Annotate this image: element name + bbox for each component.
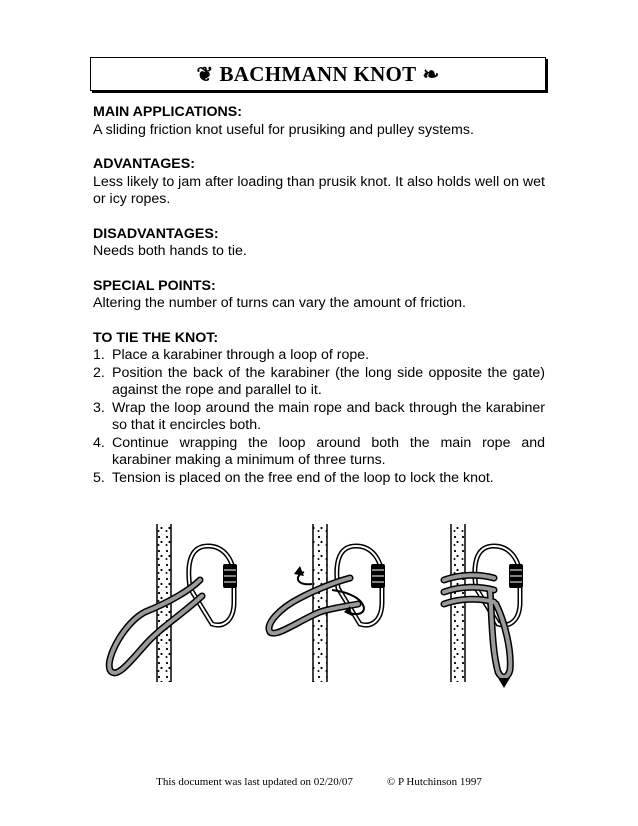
section-body: Altering the number of turns can vary the amount of friction. [93, 295, 467, 311]
title-box [90, 57, 546, 91]
section-body: Needs both hands to tie. [93, 243, 247, 259]
step-3-diagram [444, 524, 523, 688]
main-rope [313, 524, 327, 682]
list-item [93, 365, 545, 400]
list-item [93, 435, 545, 470]
last-updated-text: This document was last updated on 02/20/07 [156, 776, 353, 788]
step-1-diagram [109, 524, 237, 682]
section-special-points [93, 278, 545, 313]
section-heading: TO TIE THE KNOT: [93, 329, 219, 346]
step-text: Place a karabiner through a loop of rope. [112, 347, 370, 363]
step-text: Tension is placed on the free end of the loop to lock the knot. [112, 469, 494, 486]
step-number: 2. [93, 364, 105, 381]
step-text: Wrap the loop around the main rope and back through the karabiner so that it encircles both. [112, 399, 545, 433]
left-ornament-icon: ❦ [196, 63, 214, 86]
section-advantages [93, 156, 545, 209]
step-2-diagram [269, 524, 385, 682]
list-item [93, 347, 545, 365]
right-ornament-icon: ❧ [422, 63, 440, 86]
section-heading: MAIN APPLICATIONS: [93, 104, 242, 120]
step-number: 5. [93, 469, 105, 486]
section-disadvantages [93, 226, 545, 261]
section-body: Less likely to jam after loading than prusik knot. It also holds well on wet or icy ropes. [93, 173, 545, 207]
list-item [93, 470, 545, 488]
section-heading: DISADVANTAGES: [93, 225, 219, 242]
list-item [93, 400, 545, 435]
tension-arrow-icon [498, 678, 510, 688]
section-heading: ADVANTAGES: [93, 156, 195, 172]
section-steps [93, 330, 545, 488]
section-heading: SPECIAL POINTS: [93, 277, 216, 294]
knot-illustration [100, 520, 540, 692]
copyright-text: © P Hutchinson 1997 [386, 776, 482, 788]
step-number: 3. [93, 399, 105, 416]
steps-list [93, 347, 545, 487]
rope-loop [109, 580, 202, 673]
section-body: A sliding friction knot useful for prusiking and pulley systems. [93, 121, 474, 138]
footer [0, 776, 638, 788]
step-number: 4. [93, 434, 105, 451]
step-text: Continue wrapping the loop around both the main rope and karabiner making a minimum of three turns. [112, 434, 545, 468]
step-number: 1. [93, 347, 105, 363]
section-main-applications [93, 104, 545, 139]
document-content [93, 104, 545, 504]
step-text: Position the back of the karabiner (the long side opposite the gate) against the rope and parallel to it. [112, 364, 545, 398]
page-title: BACHMANN KNOT [219, 61, 417, 86]
